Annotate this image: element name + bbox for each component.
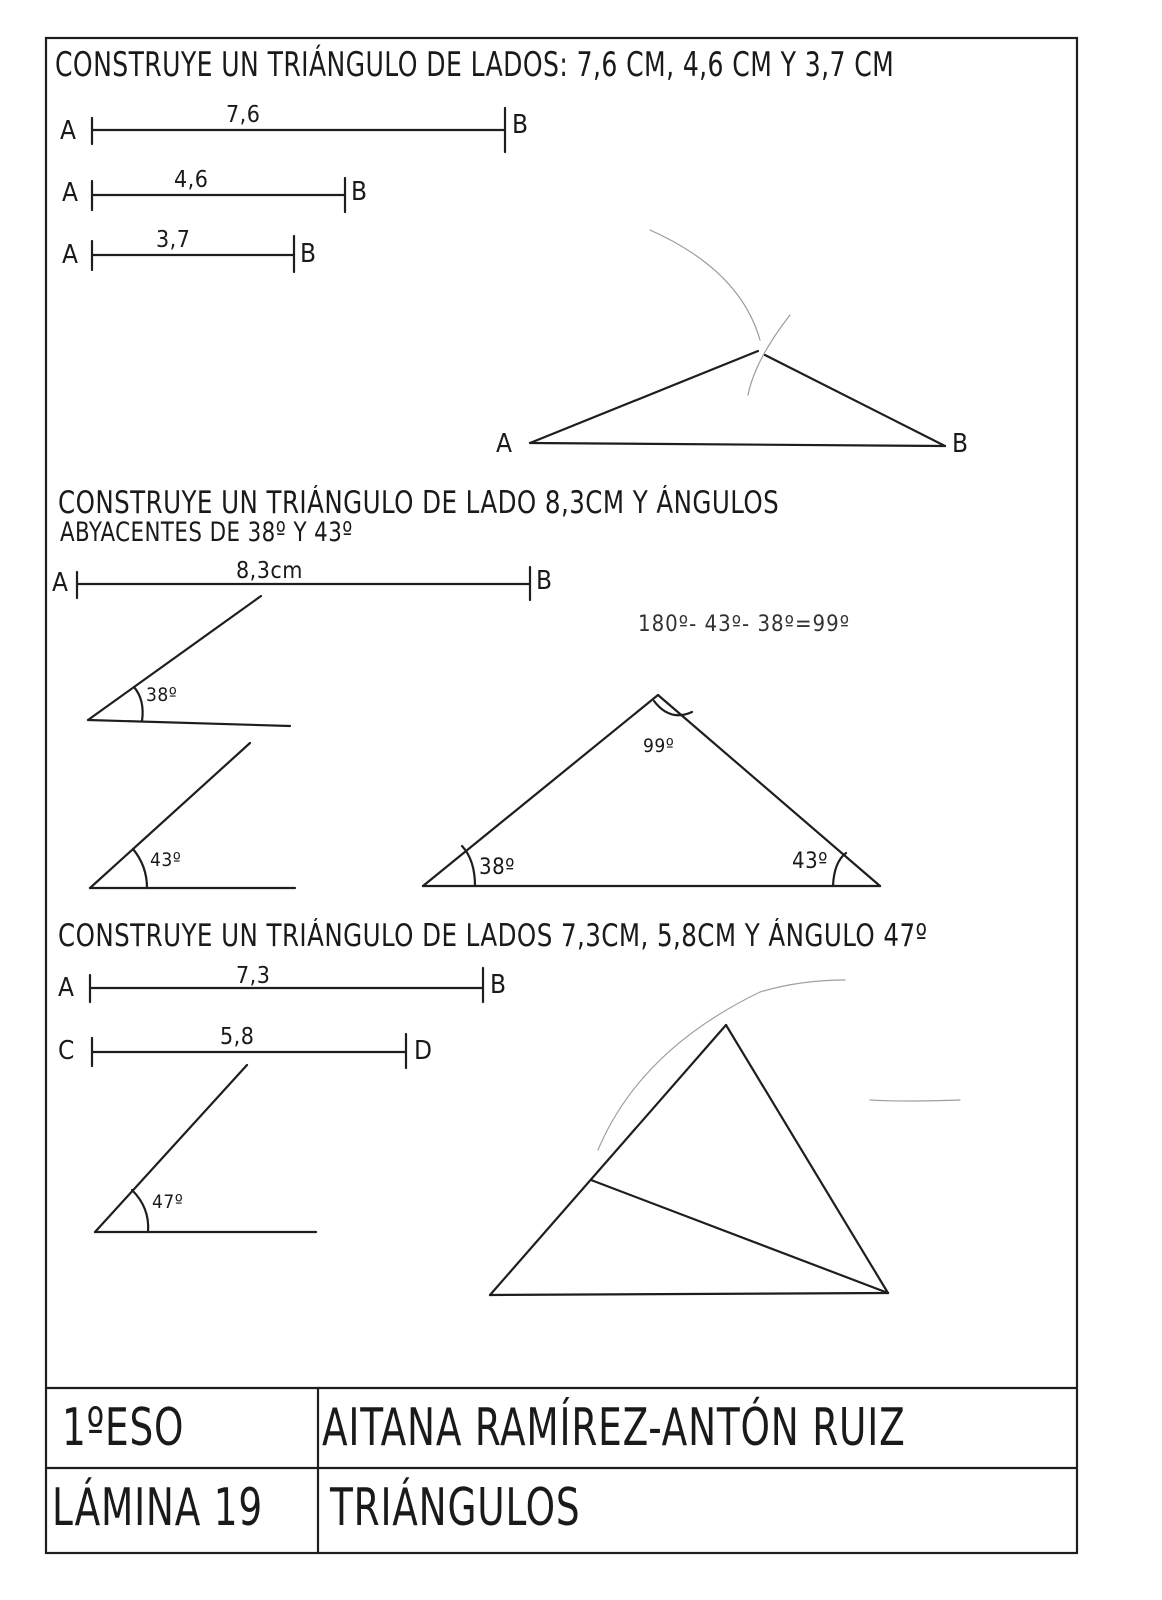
segment-1-end-label: B	[512, 110, 529, 140]
segment-3-end-label: B	[300, 239, 317, 269]
triangle-2-left-angle: 38º	[479, 855, 516, 880]
exercise-2-heading-line1: CONSTRUYE UN TRIÁNGULO DE LADO 8,3CM Y ÁNGULOS	[58, 485, 780, 521]
sheet-topic: TRIÁNGULOS	[330, 1478, 581, 1538]
triangle-1-vertex-b: B	[952, 429, 969, 459]
triangle-sides-construction	[530, 351, 945, 446]
angle-38-construction	[88, 596, 290, 726]
segment-7-3-end-label: B	[490, 970, 507, 1000]
segment-2-length: 4,6	[174, 167, 209, 193]
segment-8-3-length: 8,3cm	[236, 558, 303, 584]
segment-5-8-length: 5,8	[220, 1024, 255, 1050]
segment-2-end-label: B	[351, 177, 368, 207]
segment-8-3-end-label: B	[536, 566, 553, 596]
exercise-2-heading-line2: ABYACENTES DE 38º Y 43º	[60, 517, 353, 548]
segment-7-3-length: 7,3	[236, 963, 271, 989]
segment-5-8-start-label: C	[58, 1036, 75, 1066]
angle-43-label: 43º	[150, 849, 182, 871]
sheet-frame	[46, 38, 1077, 1553]
compass-arcs-1	[650, 230, 790, 395]
compass-arcs-3	[598, 980, 960, 1150]
segment-1-start-label: A	[60, 116, 77, 146]
segment-7-3-start-label: A	[58, 973, 75, 1003]
sheet-number: LÁMINA 19	[52, 1478, 263, 1538]
exercise-3-heading: CONSTRUYE UN TRIÁNGULO DE LADOS 7,3CM, 5,8CM Y ÁNGULO 47º	[58, 918, 928, 954]
angle-38-label: 38º	[146, 684, 178, 706]
angle-47-construction	[95, 1065, 316, 1232]
student-name: AITANA RAMÍREZ-ANTÓN RUIZ	[322, 1398, 906, 1458]
segment-2-start-label: A	[62, 178, 79, 208]
course-label: 1ºESO	[62, 1398, 185, 1458]
triangle-2-top-angle: 99º	[643, 735, 675, 757]
triangle-2-right-angle: 43º	[792, 849, 829, 874]
triangle-47-construction	[490, 1025, 888, 1295]
angle-sum-formula: 180º- 43º- 38º=99º	[638, 612, 851, 637]
angle-43-construction	[90, 743, 295, 888]
segment-1-length: 7,6	[226, 102, 261, 128]
segment-5-8-end-label: D	[414, 1036, 433, 1066]
segment-3-start-label: A	[62, 240, 79, 270]
triangle-1-vertex-a: A	[496, 429, 513, 459]
segment-8-3-start-label: A	[52, 568, 69, 598]
exercise-1-heading: CONSTRUYE UN TRIÁNGULO DE LADOS: 7,6 CM, 4,6 CM Y 3,7 CM	[55, 45, 895, 85]
segment-3-length: 3,7	[156, 227, 191, 253]
angle-47-label: 47º	[152, 1191, 184, 1213]
